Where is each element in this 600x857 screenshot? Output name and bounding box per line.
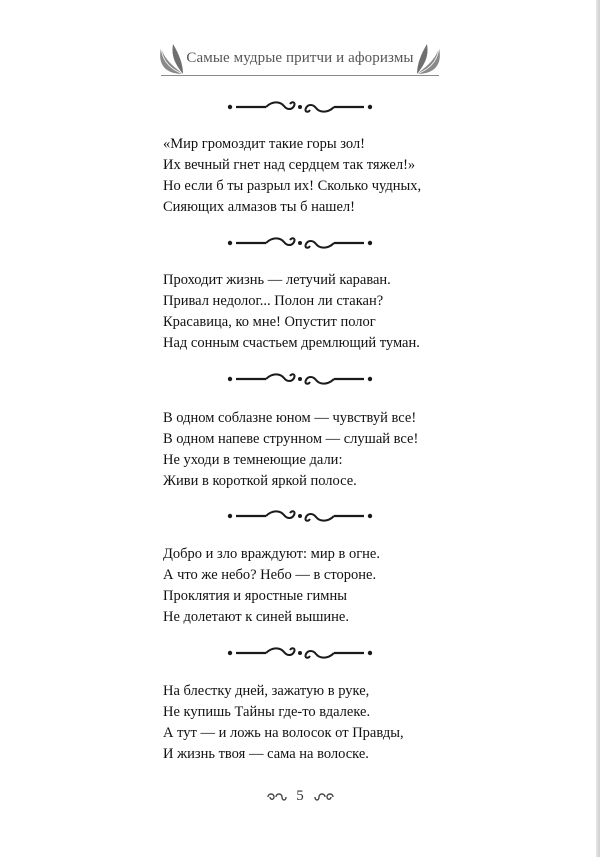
verse-line: Не купишь Тайны где-то вдалеке. (163, 704, 371, 720)
leaf-ornament-icon (411, 40, 447, 80)
stanza (163, 408, 463, 492)
header-rule (161, 75, 439, 76)
scroll-divider-icon (226, 100, 374, 114)
verse-line: А что же небо? Небо — в стороне. (163, 567, 377, 583)
verse-line: Добро и зло враждуют: мир в огне. (163, 546, 380, 562)
stanza (163, 681, 463, 765)
verse-line: Привал недолог... Полон ли стакан? (163, 293, 384, 309)
verse-line: Проклятия и яростные гимны (163, 588, 347, 604)
verse-line: Сияющих алмазов ты б нашел! (163, 199, 355, 215)
verse-line: Проходит жизнь — летучий караван. (163, 272, 391, 288)
scroll-divider-icon (226, 646, 374, 660)
swirl-ornament-icon (313, 791, 335, 803)
scroll-divider-icon (226, 236, 374, 250)
verse-line: В одном напеве струнном — слушай все! (163, 431, 419, 447)
verse-line: Над сонным счастьем дремлющий туман. (163, 335, 420, 351)
verse-line: А тут — и ложь на волосок от Правды, (163, 725, 404, 741)
page-footer (0, 788, 600, 808)
verse-line: Но если б ты разрыл их! Сколько чудных, (163, 178, 422, 194)
verse-line: Не долетают к синей вышине. (163, 609, 349, 625)
running-header (155, 40, 445, 80)
swirl-ornament-icon (266, 791, 288, 803)
running-header-title: Самые мудрые притчи и афоризмы (186, 50, 414, 66)
verse-line: Живи в короткой яркой полосе. (163, 473, 357, 489)
stanza (163, 544, 463, 628)
stanza (163, 134, 463, 218)
stanza (163, 270, 463, 354)
page-number: 5 (296, 788, 304, 805)
verse-line: Их вечный гнет над сердцем так тяжел!» (163, 157, 416, 173)
verse-line: «Мир громоздит такие горы зол! (163, 136, 365, 152)
verse-line: Не уходи в темнеющие дали: (163, 452, 343, 468)
scroll-divider-icon (226, 372, 374, 386)
verse-line: В одном соблазне юном — чувствуй все! (163, 410, 417, 426)
verse-line: Красавица, ко мне! Опустит полог (163, 314, 376, 330)
verse-line: И жизнь твоя — сама на волоске. (163, 746, 369, 762)
scroll-divider-icon (226, 509, 374, 523)
page-edge-shadow (596, 0, 600, 857)
verse-line: На блестку дней, зажатую в руке, (163, 683, 370, 699)
